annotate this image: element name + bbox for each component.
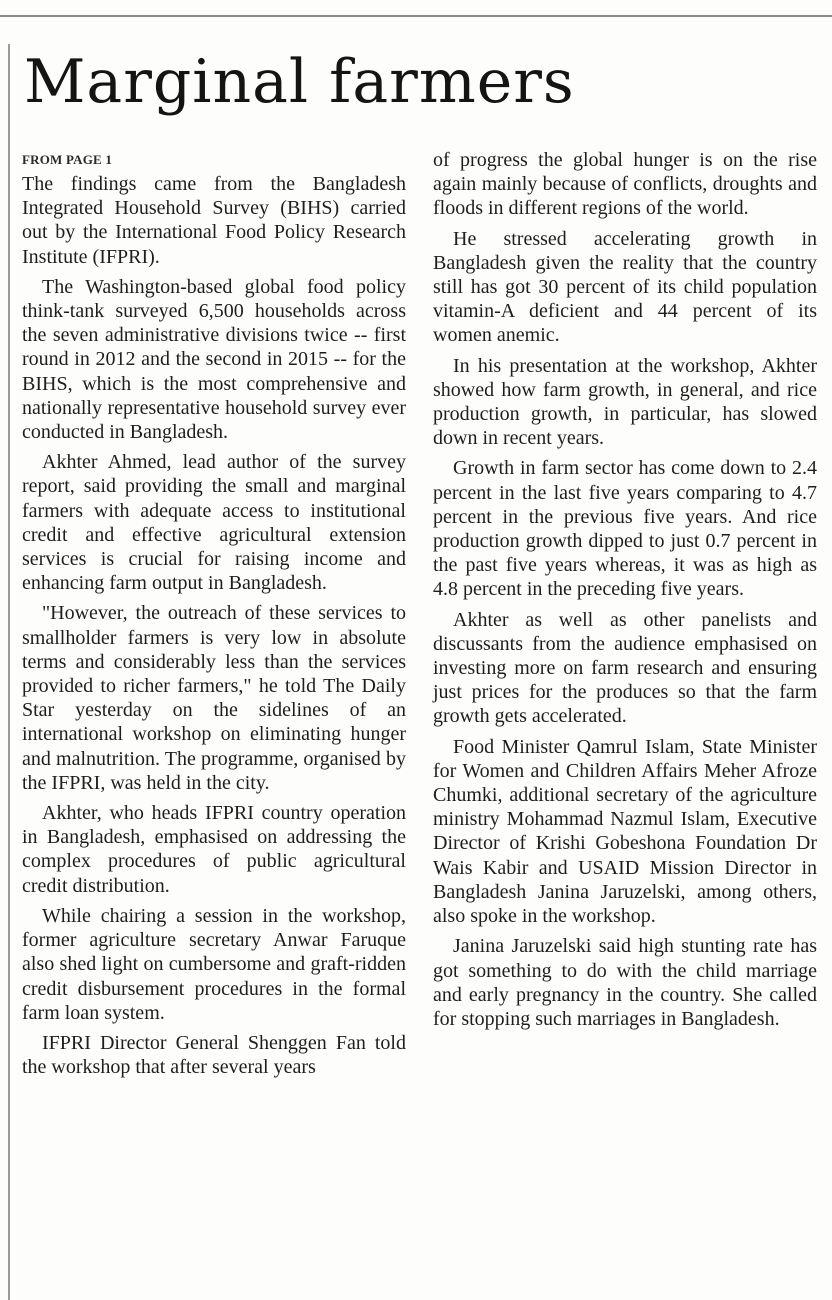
jumpline: FROM PAGE 1 [22,152,113,167]
paragraph: Growth in farm sector has come down to 2.4 percent in the last five years comparing to 4.7 percent in the previous five years. And rice production growth dipped to just 0.7 percent in the past five years whereas, it was as high as 4.8 percent in the preceding five years. [433,457,817,601]
paragraph: IFPRI Director General Shenggen Fan told the workshop that after several years [22,1031,406,1079]
paragraph: The Washington-based global food policy think-tank surveyed 6,500 households across the seven administrative divisions twice -- first round in 2012 and the second in 2015 -- for the BIHS, which is the most comprehensive and nationally representative household survey ever conducted in Bangladesh. [22,275,406,444]
left-column [22,148,406,1085]
paragraph: Akhter Ahmed, lead author of the survey report, said providing the small and marginal farmers with adequate access to institutional credit and effective agricultural extension services is crucial for raising income and enhancing farm output in Bangladesh. [22,451,406,595]
paragraph: Akhter as well as other panelists and discussants from the audience emphasised on investing more on farm research and ensuring just prices for the produces so that the farm growth gets accelerated. [433,608,817,728]
paragraph: Akhter, who heads IFPRI country operation in Bangladesh, emphasised on addressing the complex procedures of public agricultural credit distribution. [22,802,406,897]
paragraph: of progress the global hunger is on the rise again mainly because of conflicts, droughts and floods in different regions of the world. [433,149,817,220]
paragraph: Janina Jaruzelski said high stunting rate has got something to do with the child marriage and early pregnancy in the country. She called for stopping such marriages in Bangladesh. [433,935,817,1030]
right-column [433,148,817,1037]
paragraph: "However, the outreach of these services to smallholder farmers is very low in absolute terms and considerably less than the services provided to richer farmers," he told The Daily Star yesterday on the sidelines of an international workshop on eliminating hunger and malnutrition. The programme, organised by the IFPRI, was held in the city. [22,602,406,794]
paragraph: He stressed accelerating growth in Bangladesh given the reality that the country still has got 30 percent of its child population vitamin-A deficient and 44 percent of its women anemic. [433,227,817,347]
column-rule [8,44,10,1300]
top-rule [0,15,832,17]
headline: Marginal farmers [24,47,575,117]
paragraph: Food Minister Qamrul Islam, State Minister for Women and Children Affairs Meher Afroze Chumki, additional secretary of the agriculture ministry Mohammad Nazmul Islam, Executive Director of Krishi Gobeshona Foundation Dr Wais Kabir and USAID Mission Director in Bangladesh Janina Jaruzelski, among others, also spoke in the workshop. [433,735,817,928]
paragraph: In his presentation at the workshop, Akhter showed how farm growth, in general, and rice production growth, in particular, has slowed down in recent years. [433,354,817,450]
paragraph: While chairing a session in the workshop, former agriculture secretary Anwar Faruque also shed light on cumbersome and graft-ridden credit disbursement procedures in the formal farm loan system. [22,904,406,1024]
paragraph: The findings came from the Bangladesh Integrated Household Survey (BIHS) carried out by the International Food Policy Research Institute (IFPRI). [22,173,406,268]
